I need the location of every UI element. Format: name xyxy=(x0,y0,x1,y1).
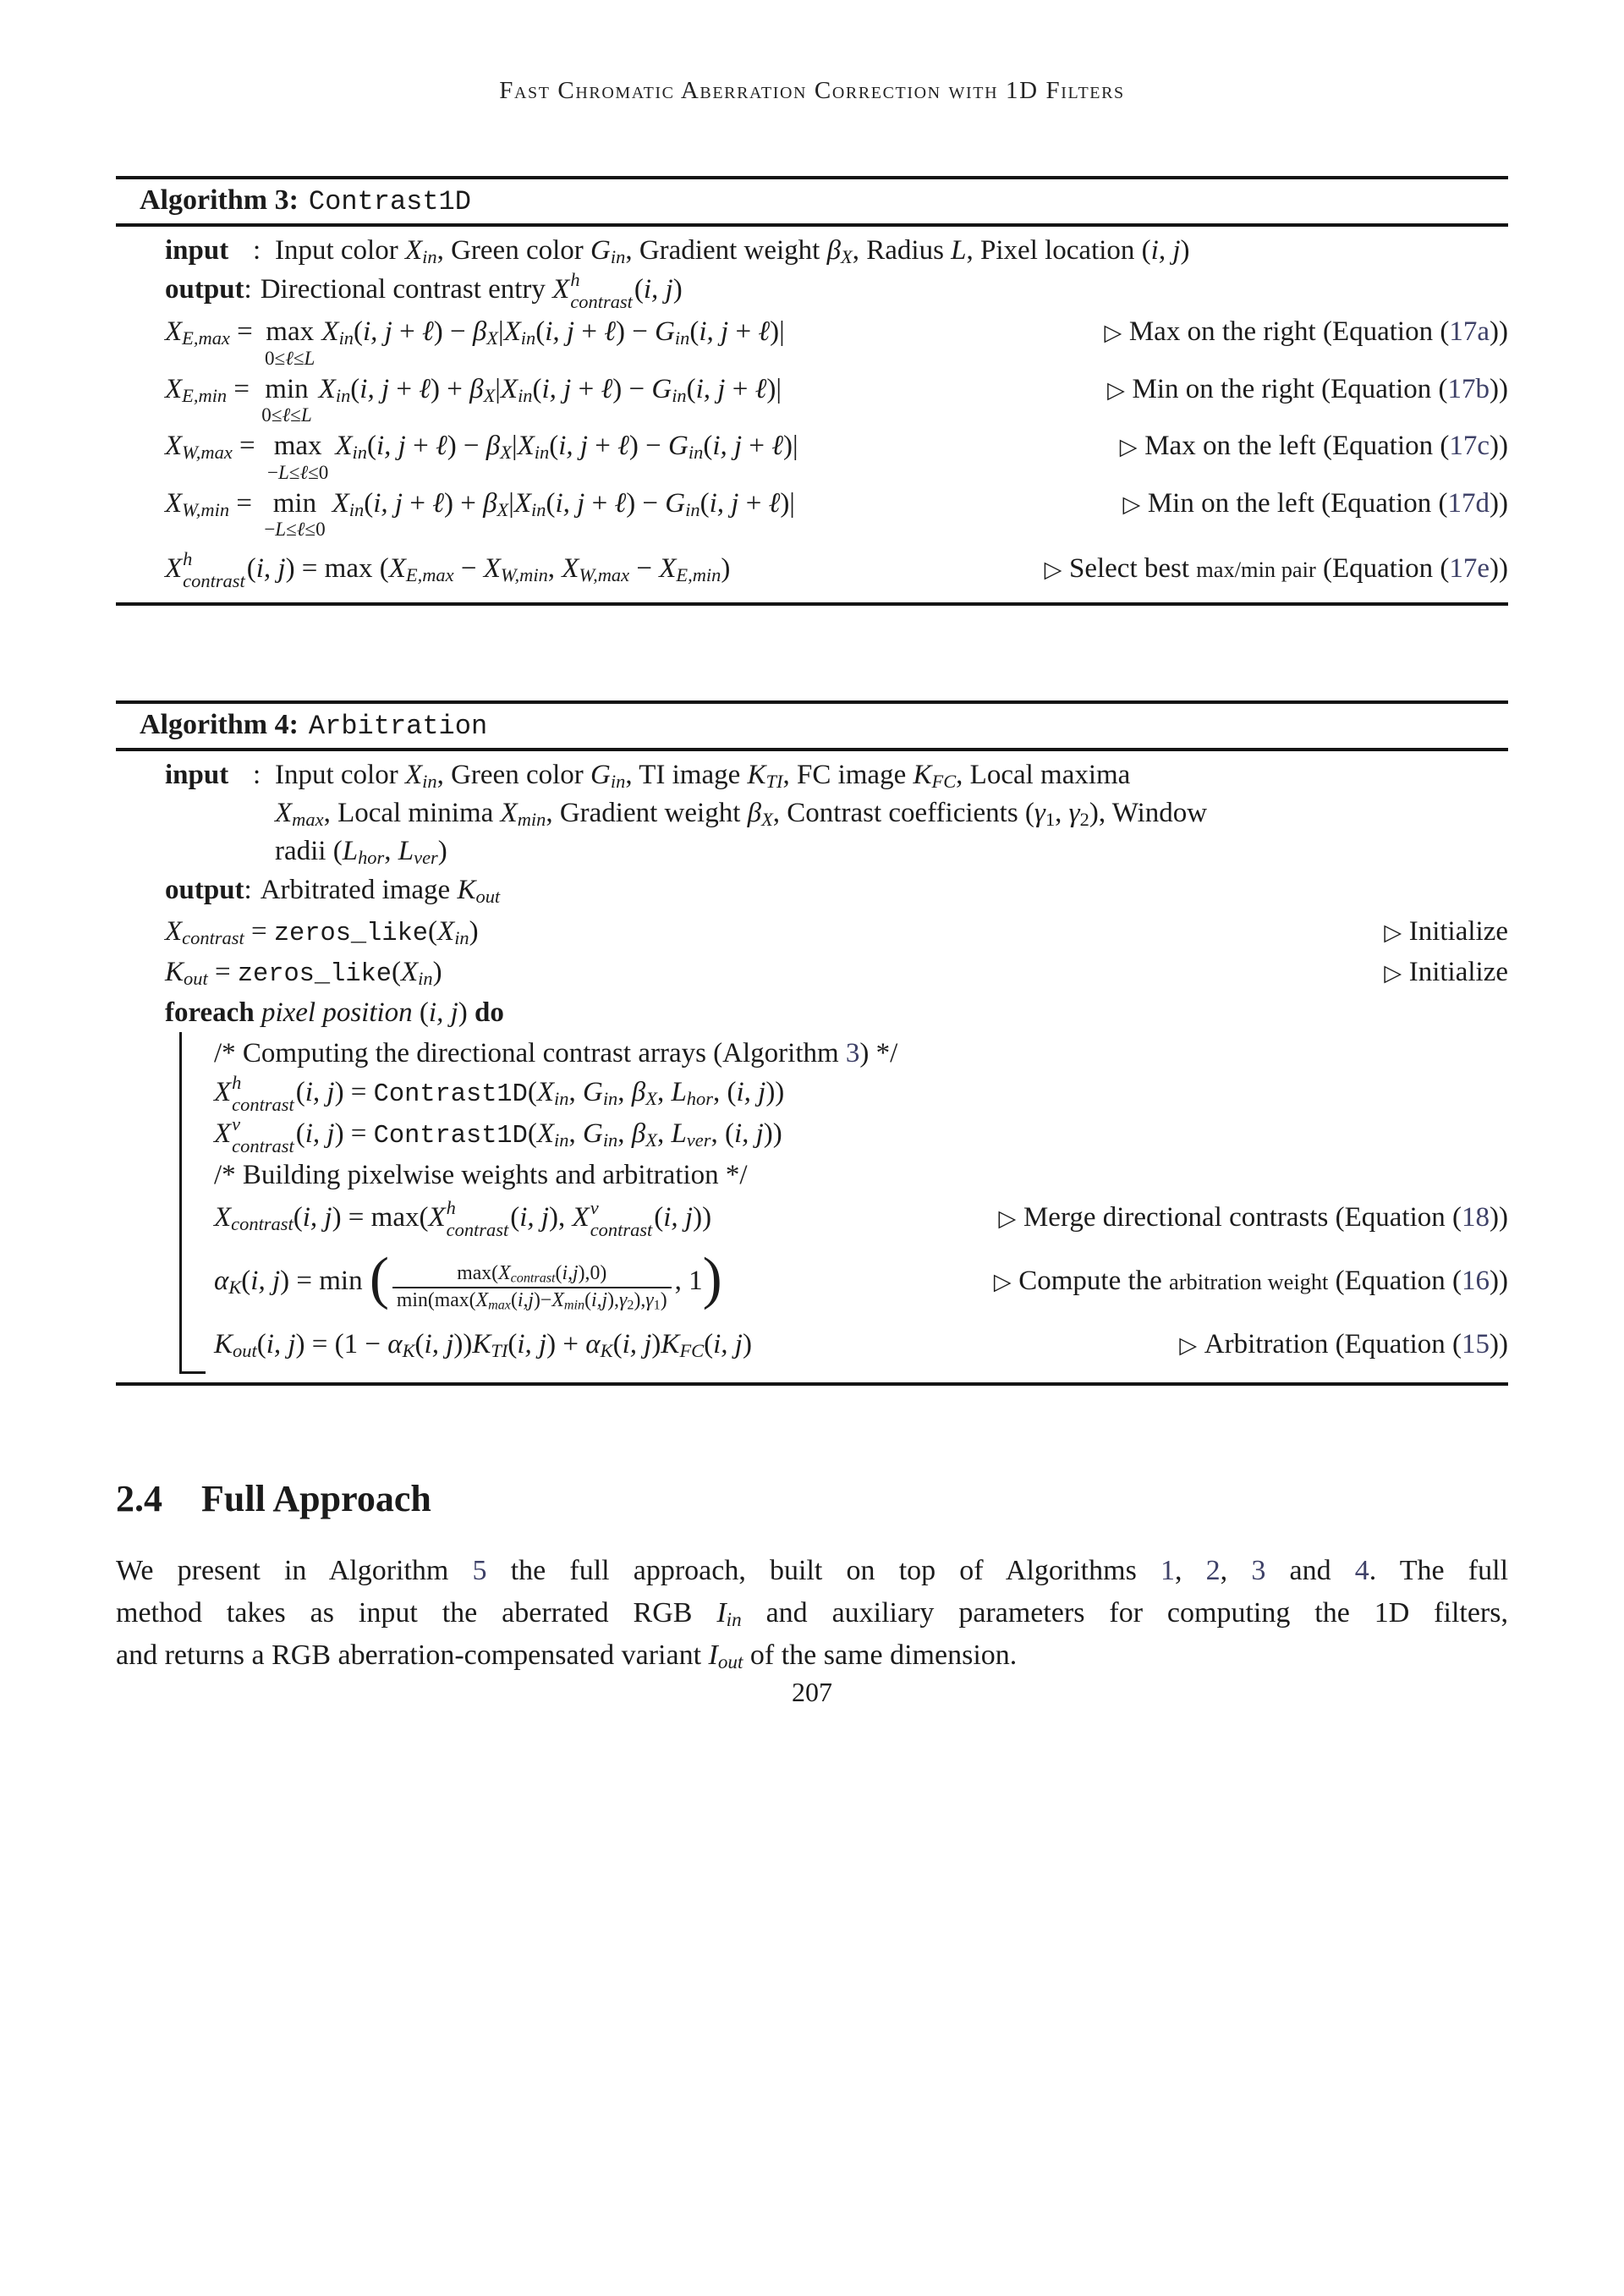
equation-comment: ▷ Max on the right (Equation (17a)) xyxy=(1104,316,1508,348)
equation-comment: ▷ Initialize xyxy=(1384,957,1508,988)
equation-comment: ▷ Compute the arbitration weight (Equation (16)) xyxy=(993,1266,1508,1297)
algorithm-3-output-text: Directional contrast entry X h contrast (i, j) xyxy=(260,269,683,312)
output-keyword: output xyxy=(165,875,244,906)
sup-sub-stack: h contrast xyxy=(232,1072,294,1115)
algorithm-3-block xyxy=(116,176,1508,606)
algorithm-3-input-text xyxy=(275,232,1508,270)
algorithm-3-line-5 xyxy=(165,547,1508,592)
foreach-comment-2 xyxy=(214,1156,1508,1195)
ref-link[interactable]: 17b xyxy=(1447,373,1490,404)
ref-link[interactable]: 17d xyxy=(1447,487,1490,519)
equation: $X_{contrast}$ = $zeros\_like(X_{in})$ xyxy=(165,916,479,949)
min-max-limits: min −L≤ℓ≤0 xyxy=(264,487,326,541)
algorithm-4-body xyxy=(116,751,1508,1382)
algorithm-3-line-2 xyxy=(165,372,1508,426)
foreach-line-merge xyxy=(214,1196,1508,1240)
algorithm-4-output-row xyxy=(165,871,1508,909)
algorithm-3-caption-label: Algorithm 3: xyxy=(140,184,299,216)
equation-comment: ▷ Max on the left (Equation (17c)) xyxy=(1119,431,1508,462)
paragraph-line: and returns a RGB aberration-compensated variant $I_{out}$ of the same dimension. xyxy=(116,1640,1018,1674)
min-max-limits: max 0≤ℓ≤L xyxy=(265,316,315,369)
section-number: 2.4 xyxy=(116,1478,162,1520)
equation-comment: ▷ Arbitration (Equation (15)) xyxy=(1179,1329,1508,1360)
equation: $X_{E,min}$ = min 0≤ℓ≤L $X_{in}(i$, j + ℓ) + $\beta_X|X_{in}(i$, j + ℓ) − $G_{in}(i$, j + ℓ)| xyxy=(165,373,782,426)
algorithm-4-caption-name: Arbitration xyxy=(308,711,488,743)
algorithm-3-line-1 xyxy=(165,315,1508,369)
ref-link[interactable]: 5 xyxy=(472,1555,487,1587)
ref-link[interactable]: 3 xyxy=(845,1038,860,1069)
algorithm-4-block xyxy=(116,700,1508,1386)
algorithm-3-bottom-rule xyxy=(116,602,1508,606)
ref-link[interactable]: 18 xyxy=(1462,1202,1490,1233)
algorithm-3-caption xyxy=(116,179,1508,223)
equation-comment: ▷ Min on the right (Equation (17b)) xyxy=(1107,373,1508,404)
algorithm-3-input-row xyxy=(165,232,1508,270)
section-title: Full Approach xyxy=(201,1478,431,1520)
input-colon: : xyxy=(253,760,261,791)
algorithm-3-line-3 xyxy=(165,429,1508,483)
ref-link[interactable]: 3 xyxy=(1251,1555,1266,1587)
foreach-line-contrast-v xyxy=(214,1114,1508,1156)
algorithm-4-bottom-rule xyxy=(116,1382,1508,1386)
ref-link[interactable]: 15 xyxy=(1462,1329,1490,1360)
foreach-line-kout xyxy=(214,1323,1508,1367)
equation-comment: ▷ Merge directional contrasts (Equation (18)) xyxy=(998,1202,1508,1233)
algorithm-3-line-4 xyxy=(165,486,1508,541)
code-comment: /* Computing the directional contrast arrays (Algorithm 3) */ xyxy=(214,1038,898,1069)
sup-sub-stack: h contrast xyxy=(446,1197,509,1240)
min-max-limits: min 0≤ℓ≤L xyxy=(261,373,312,426)
algorithm-4-caption xyxy=(116,704,1508,748)
foreach-comment-1 xyxy=(214,1034,1508,1073)
input-line: Input color $X_{in}$, Green color $G_{in}$, TI image $K_{TI}$, FC image $K_{FC}$, Local maxima xyxy=(275,760,1131,793)
paragraph-line: We present in Algorithm 5 the full approach, built on top of Algorithms 1, 2, 3 and 4. The full xyxy=(116,1555,1509,1587)
sup-sub-stack: v contrast xyxy=(590,1197,653,1240)
equation: X h contrast (i, $j) = \max (X_{E,max} - X_{W,min}$, $X_{W,max} - X_{E,min}$) xyxy=(165,548,731,591)
ref-link[interactable]: 16 xyxy=(1462,1266,1490,1297)
equation: $K_{out}$ = $zeros\_like(X_{in})$ xyxy=(165,957,442,990)
algorithm-4-input-text xyxy=(275,756,1508,871)
algorithm-4-output-text: Arbitrated image $K_{out}$ xyxy=(260,875,501,908)
algorithm-4-init-1 xyxy=(165,913,1508,953)
foreach-line-contrast-h xyxy=(214,1073,1508,1114)
min-max-limits: max −L≤ℓ≤0 xyxy=(266,431,329,483)
algorithm-3-body xyxy=(116,227,1508,602)
ref-link[interactable]: 2 xyxy=(1205,1555,1221,1587)
sup-sub-stack: h contrast xyxy=(570,269,633,312)
ref-link[interactable]: 17e xyxy=(1449,553,1490,585)
ref-link[interactable]: 4 xyxy=(1354,1555,1369,1587)
ref-link[interactable]: 17c xyxy=(1449,431,1490,462)
fraction: $\frac{\max(X_{contrast}(i,j),0)}{\min(\max(X_{max}(i,j)-X_{min}(i,j),\gamma_2),\gamma_1)}$ xyxy=(392,1261,672,1313)
input-colon: : xyxy=(253,235,261,266)
equation-comment: ▷ Initialize xyxy=(1384,916,1508,948)
equation: X h contrast (i, $j) = Contrast1D(X_{in}$, $G_{in}$, $\beta_X$, $L_{hor}$, (i, j)) xyxy=(214,1072,785,1115)
running-head: Fast Chromatic Aberration Correction with 1D Filters xyxy=(499,77,1125,104)
equation: $X_{E,max}$ = max 0≤ℓ≤L $X_{in}(i$, j + ℓ) − $\beta_X|X_{in}(i$, j + ℓ) − $G_{in}(i$, j + ℓ)| xyxy=(165,316,785,369)
sup-sub-stack: v contrast xyxy=(232,1113,294,1156)
equation: X v contrast (i, $j) = Contrast1D(X_{in}$, $G_{in}$, $\beta_X$, $L_{ver}$, (i, j)) xyxy=(214,1113,782,1156)
algorithm-4-input-row xyxy=(165,756,1508,871)
equation: $\alpha_K(i$, j) = min ( $\frac{\max(X_{contrast}(i,j),0)}{\min(\max(X_{max}(i,j)-X_{min}(i,j),\gamma_2),\gamma_1)}$ , 1) xyxy=(214,1244,722,1313)
input-line: Input color $X_{in}$, Green color $G_{in}$, Gradient weight $\beta_X$, Radius L, Pixel location (i, j) xyxy=(275,235,1190,267)
input-keyword: input xyxy=(165,760,229,791)
section-heading xyxy=(116,1479,1508,1519)
algorithm-4-init-2 xyxy=(165,953,1508,994)
algorithm-4-foreach-line: foreach pixel position (i, j) do xyxy=(165,997,504,1029)
foreach-body xyxy=(179,1032,1508,1374)
algorithm-4-caption-label: Algorithm 4: xyxy=(140,709,299,741)
section-paragraph xyxy=(116,1550,1508,1677)
algorithm-3-output-row xyxy=(165,270,1508,311)
algorithm-3-caption-name: Contrast1D xyxy=(308,186,471,217)
equation: $X_{contrast}(i$, j) = max(X h contrast (i, j), X v contrast (i, j)) xyxy=(214,1197,712,1240)
equation-comment: ▷ Select best max/min pair (Equation (17e)) xyxy=(1044,553,1508,585)
equation: $K_{out}(i$, $j) = (1 - \alpha_K(i$, $j))K_{TI}(i$, $j) + \alpha_K(i$, $j)K_{FC}(i$, j) xyxy=(214,1329,752,1362)
equation: $X_{W,min}$ = min −L≤ℓ≤0 $X_{in}(i$, j + ℓ) + $\beta_X|X_{in}(i$, j + ℓ) − $G_{in}(i$, j + ℓ)| xyxy=(165,487,795,541)
input-line: $X_{max}$, Local minima $X_{min}$, Gradient weight $\beta_X$, Contrast coefficients ($\gamma_1$, $\gamma_2$), Window xyxy=(275,798,1208,831)
output-keyword: output xyxy=(165,274,244,305)
paragraph-line: method takes as input the aberrated RGB $I_{in}$ and auxiliary parameters for computing the 1D filters, xyxy=(116,1597,1508,1632)
code-comment: /* Building pixelwise weights and arbitration */ xyxy=(214,1160,748,1191)
foreach-line-alpha xyxy=(214,1240,1508,1323)
sup-sub-stack: h contrast xyxy=(183,548,245,591)
ref-link[interactable]: 17a xyxy=(1449,316,1490,348)
input-keyword: input xyxy=(165,235,229,266)
output-colon: : xyxy=(244,274,252,305)
input-line: radii ($L_{hor}$, $L_{ver}$) xyxy=(275,836,447,869)
page-number: 207 xyxy=(792,1677,832,1708)
ref-link[interactable]: 1 xyxy=(1160,1555,1175,1587)
output-colon: : xyxy=(244,875,252,906)
equation: $X_{W,max}$ = max −L≤ℓ≤0 $X_{in}(i$, j + ℓ) − $\beta_X|X_{in}(i$, j + ℓ) − $G_{in}(i$, j + ℓ)| xyxy=(165,431,798,483)
equation-comment: ▷ Min on the left (Equation (17d)) xyxy=(1122,487,1508,519)
